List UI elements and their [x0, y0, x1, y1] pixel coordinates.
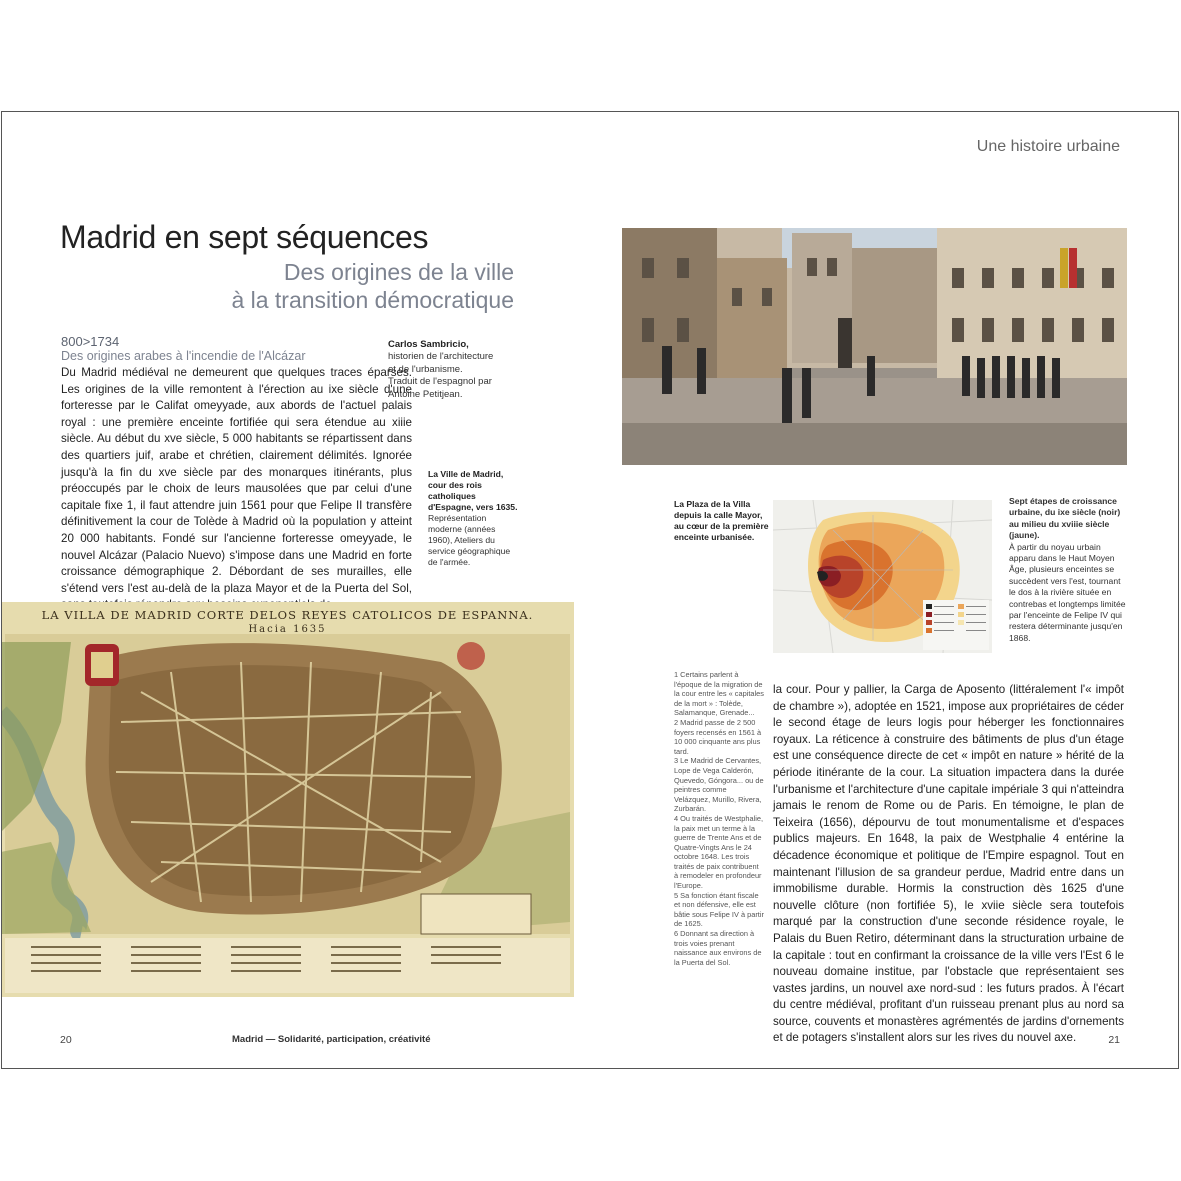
footnote-1: 1 Certains parlent à l'époque de la migration de la cour entre les « capitales de la mort » : Tolède, Salamanque, Grenade...	[674, 670, 764, 718]
footnote-4: 4 Ou traités de Westphalie, la paix met un terme à la guerre de Trente Ans et de Quatre-Vingts Ans le 24 octobre 1648. Les trois traités de paix contribuent à remodeler en profondeur l'Europe.	[674, 813, 764, 891]
plaza-photo	[622, 228, 1127, 465]
caption-old-map-text: Représentation moderne (années 1960), Ateliers du service géographique de l'armée.	[428, 513, 511, 567]
author-translation: Traduit de l'espagnol par Antoine Petitjean.	[388, 376, 492, 400]
caption-plaza: La Plaza de la Villa depuis la calle Mayor, au cœur de la première enceinte urbanisée.	[674, 499, 769, 542]
sequence-heading: Des origines arabes à l'incendie de l'Alcázar	[61, 349, 306, 363]
author-role: historien de l'architecture et de l'urbanisme.	[388, 351, 494, 375]
page-subtitle	[152, 258, 514, 314]
footnote-3: 3 Le Madrid de Cervantes, Lope de Vega Calderón, Quevedo, Góngora... ou de peintres comme Velázquez, Murillo, Rivera, Zurbarán.	[674, 756, 764, 814]
caption-growth	[1009, 496, 1127, 644]
section-header: Une histoire urbaine	[976, 138, 1120, 155]
sequence-dates: 800>1734	[61, 334, 120, 349]
body-text-right: la cour. Pour y pallier, la Carga de Aposento (littéralement l'« impôt de chambre »), adoptée en 1521, impose aux propriétaires de céder le second étage de leurs logis pour héberger les fonctionnaires royaux. La réticence à construire des bâtiments de plus d'un étage est une conséquence directe de cet « impôt en nature » hérité de la période itinérante de la cour. La situation impactera dans la durée l'urbanisme et l'architecture d'une capitale impériale 3 qui n'atteindra jamais le renom de Rome ou de Paris. En témoigne, le plan de Teixeira (1656), dépourvu de tout monumentalisme et d'espaces publics majeurs. En 1648, la paix de Westphalie 4 entérine la décadence économique et politique de l'Empire espagnol. Tout en maintenant l'illusion de sa grandeur perdue, Madrid entre dans un immobilisme durable. Hormis la construction dès 1625 d'une nouvelle clôture (non fortifiée 5), le xviie siècle sera toutefois marqué par la construction d'une seconde résidence royale, le Palais du Buen Retiro, déterminant dans la structuration urbaine de la capitale : tout en confirmant la croissance de la ville vers l'Est 6 le nouveau domaine institue, par l'obstacle que représentaient ses vastes jardins, un nouvel axe nord-sud : les futurs prados. À l'écart du centre médiéval, profitant d'un ruisseau prenant plus au nord sa source, couvents et monastères agrémentés de jardins d'ornements et de potagers s'installent alors sur les rives du nouvel axe.	[773, 683, 1124, 1045]
page-number-left: 20	[60, 1034, 72, 1046]
author-name: Carlos Sambricio,	[388, 339, 469, 350]
caption-old-map-title: La Ville de Madrid, cour des rois catholiques d'Espagne, vers 1635.	[428, 469, 518, 512]
page-title: Madrid en sept séquences	[60, 219, 429, 255]
caption-old-map	[428, 469, 520, 568]
subtitle-line-1: Des origines de la ville	[283, 259, 514, 285]
growth-map-image	[773, 500, 992, 653]
body-text-left: Du Madrid médiéval ne demeurent que quelques traces éparses. Les origines de la ville remontent à l'érection au ixe siècle d'une forteresse par le Califat omeyyade, aux abords de l'actuel palais royal : une première enceinte fortifiée qui sera étendue au xiiie siècle. Au début du xve siècle, 5 000 habitants se répartissent dans des quartiers juif, arabe et chrétien, clairement délimités. Ignorée jusqu'à la fin du xve siècle par des monarques itinérants, plus préoccupés par le choix de leurs mausolées que par celui d'une capitale fixe 1, il faut attendre juin 1561 pour que Felipe II transfère définitivement la cour de Tolède à Madrid où la population y atteint 20 000 habitants. Fondé sur l'ancienne forteresse omeyyade, le nouvel Alcázar (Palacio Nuevo) s'impose dans une Madrid en forte croissance démographique 2. Débordant de ses murailles, elle s'étend vers l'est au-delà de la plaza Mayor et de la Puerta del Sol,	[61, 366, 412, 595]
old-map-image	[1, 602, 574, 997]
caption-growth-title: Sept étapes de croissance urbaine, du ixe siècle (noir) au milieu du xviiie siècle (jaune).	[1009, 496, 1121, 541]
publication-title: Madrid — Solidarité, participation, créativité	[232, 1034, 431, 1045]
footnotes	[674, 670, 764, 967]
caption-growth-text: À partir du noyau urbain apparu dans le Haut Moyen Âge, plusieurs enceintes se succèdent vers l'est, tournant le dos à la rivière située en contrebas et longtemps limitée par l'enceinte de Felipe IV qui restera déterminante jusqu'en 1868.	[1009, 541, 1126, 643]
page-number-right: 21	[1108, 1034, 1120, 1046]
footnote-5: 5 Sa fonction étant fiscale et non défensive, elle est bâtie sous Felipe IV à partir de 1625.	[674, 890, 764, 929]
old-map-title: LA VILLA DE MADRID CORTE DELOS REYES CATOLICOS DE ESPANNA.	[41, 608, 534, 622]
author-credit	[388, 339, 498, 401]
book-spread	[1, 111, 1179, 1069]
footnote-2: 2 Madrid passe de 2 500 foyers recensés en 1561 à 10 000 cinquante ans plus tard.	[674, 717, 762, 756]
subtitle-line-2: à la transition démocratique	[231, 287, 514, 313]
footnote-6: 6 Donnant sa direction à trois voies prenant naissance aux environs de la Puerta del Sol.	[674, 929, 762, 967]
old-map-date: Hacia 1635	[248, 624, 327, 635]
